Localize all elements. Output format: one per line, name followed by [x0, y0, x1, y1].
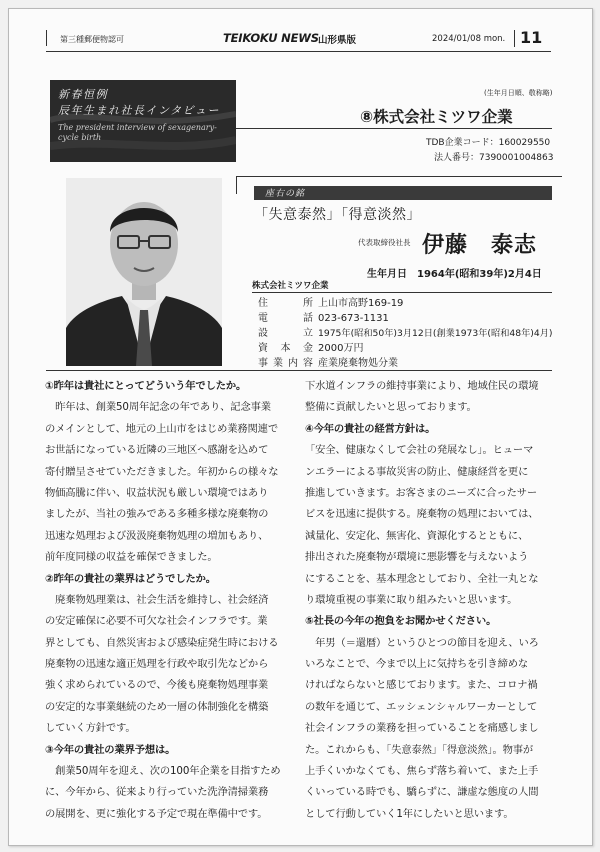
- article-text-line: 下水道インフラの維持事業により、地域住民の環境: [305, 380, 539, 392]
- interview-question: ②昨年の貴社の業界はどうでしたか。: [45, 572, 216, 585]
- article-text-line: 上手くいかなくても、焦らず落ち着いて、また上手: [305, 765, 539, 778]
- header-rule-right: [514, 30, 515, 47]
- banner-title-line2: 辰年生まれ社長インタビュー: [58, 104, 221, 117]
- birth-date: 生年月日 1964年(昭和39年)2月4日: [367, 269, 542, 280]
- newspaper-brand: TEIKOKU NEWS: [223, 31, 319, 45]
- profile-value: 023-673-1131: [318, 313, 389, 324]
- motto-text: 「失意泰然」「得意淡然」: [254, 207, 421, 223]
- profile-value: 2000万円: [318, 343, 364, 354]
- article-text-line: た。これからも、「失意泰然」「得意淡然」。物事が: [305, 743, 534, 756]
- profile-row-address: [258, 294, 403, 309]
- article-text-line: くいっている時でも、驕らずに、謙虚な態度の人間: [305, 786, 539, 799]
- profile-top-rule: [236, 176, 562, 177]
- issue-date: 2024/01/08 mon.: [432, 34, 506, 44]
- article-text-line: り環境重視の事業に取り組みたいと思います。: [305, 593, 518, 606]
- article-text-line: 前年度同様の収益を確保できました。: [45, 551, 218, 564]
- banner-english-title: The president interview of sexagenary-cycle birth: [58, 123, 217, 142]
- page-number: 11: [520, 28, 543, 47]
- company-number-badge: ⑧: [360, 108, 374, 126]
- edition-label: 山形県版: [318, 35, 357, 46]
- article-text-line: ンエラーによる事故災害の防止、健康経営を更に: [305, 465, 529, 478]
- article-text-line: の数年を通じて、エッシェンシャルワーカーとして: [305, 700, 538, 713]
- article-text-line: のメインとして、地元の上山市をはじめ業務関連で: [45, 422, 278, 435]
- profile-row-phone: [258, 309, 389, 324]
- article-text-line: 寄付贈呈させていただきました。年初からの様々な: [45, 465, 279, 478]
- article-text-line: ビスを迅速に提供する。廃棄物の処理においては、: [305, 508, 539, 521]
- article-text-line: 排出された廃棄物が環境に悪影響を与えないよう: [305, 551, 529, 564]
- article-text-line: 創業50周年を迎え、次の100年企業を目指すため: [45, 765, 281, 778]
- article-text-line: 物価高騰に伴い、収益状況も厳しい環境ではあり: [45, 486, 269, 499]
- article-text-line: 迅速な処理および汲汲廃棄物処理の増加もあり、: [45, 529, 269, 542]
- company-name: 株式会社ミツワ企業: [373, 108, 513, 126]
- header-rule-left: [46, 30, 47, 46]
- profile-value: 1975年(昭和50年)3月12日(創業1973年(昭和48年)4月): [318, 328, 553, 339]
- representative-name: 伊藤 泰志: [422, 232, 538, 258]
- interview-question: ⑤社長の今年の抱負をお聞かせください。: [305, 615, 497, 628]
- corporate-number: 法人番号：7390001004863: [434, 153, 554, 163]
- article-text-line: していく方針です。: [45, 722, 136, 735]
- article-text-line: の安定確保に必要不可欠な社会インフラです。業: [45, 615, 268, 628]
- profile-value: 産業廃棄物処分業: [318, 358, 398, 369]
- profile-label: 事業内容: [258, 358, 313, 369]
- article-separator: [46, 370, 552, 371]
- profile-rule: [252, 292, 552, 293]
- interview-question: ④今年の貴社の経営方針は。: [305, 422, 436, 435]
- profile-label: 設立: [258, 328, 313, 339]
- article-text-line: 年男（＝還暦）というひとつの節目を迎え、いろ: [305, 636, 539, 649]
- article-text-line: ましたが、当社の強みである多種多様な廃棄物の: [45, 508, 269, 521]
- header-underline: [46, 51, 551, 52]
- postal-permit: 第三種郵便物認可: [60, 35, 124, 44]
- banner-rule: [236, 128, 552, 129]
- article-text-line: お世話になっている近隣の三地区へ感謝を込めて: [45, 444, 269, 457]
- article-text-line: として行動していく1年にしたいと思います。: [305, 807, 514, 820]
- article-text-line: 「安全、健康なくして会社の発展なし」。ヒューマ: [305, 444, 534, 457]
- article-text-line: いろなことで、今まで以上に気持ちを引き締めな: [305, 658, 529, 671]
- article-column-right: [305, 376, 555, 825]
- company-title: [360, 105, 513, 127]
- article-text-line: 社会インフラの業務を担っていることを痛感しまし: [305, 722, 539, 735]
- profile-side-rule: [236, 176, 237, 194]
- order-note: (生年月日順、敬称略): [484, 89, 553, 97]
- banner-title-line1: 新春恒例: [58, 88, 108, 101]
- article-text-line: の展開を、更に強化する予定で現在準備中です。: [45, 807, 268, 820]
- portrait-image: [66, 178, 222, 366]
- representative-title: 代表取締役社長: [358, 238, 411, 247]
- article-text-line: ければならないと感じております。また、コロナ禍: [305, 679, 538, 692]
- article-text-line: 廃棄物の迅速な適正処理を行政や取引先などから: [45, 658, 269, 671]
- article-column-left: [45, 376, 295, 825]
- motto-label: 座右の銘: [265, 189, 306, 199]
- article-text-line: 推進していきます。お客さまのニーズに合ったサー: [305, 486, 538, 499]
- interview-question: ③今年の貴社の業界予想は。: [45, 743, 176, 756]
- article-text-line: 界としても、自然災害および感染症発生時における: [45, 636, 279, 649]
- interview-question: ①昨年は貴社にとってどういう年でしたか。: [45, 380, 247, 392]
- article-text-line: 減量化、安定化、無害化、資源化するとともに、: [305, 529, 529, 542]
- profile-company-name: 株式会社ミツワ企業: [252, 281, 329, 291]
- president-photo: [66, 178, 222, 366]
- profile-label: 資本金: [258, 343, 313, 354]
- profile-row-founded: [258, 324, 552, 339]
- article-text-line: 整備に貢献したいと思っております。: [305, 401, 477, 414]
- article-text-line: に、今年から、従来より行っていた洗浄清掃業務: [45, 786, 269, 799]
- article-text-line: にすることを、基本理念としており、全社一丸とな: [305, 572, 539, 585]
- profile-row-business: [258, 354, 398, 369]
- article-text-line: 強く求められているので、今後も廃棄物処理事業: [45, 679, 269, 692]
- article-text-line: の安定的な事業継続のため一層の体制強化を構築: [45, 700, 269, 713]
- profile-label: 住所: [258, 298, 313, 309]
- profile-row-capital: [258, 339, 363, 354]
- profile-label: 電話: [258, 313, 313, 324]
- tdb-code: TDB企業コード：160029550: [426, 138, 551, 148]
- article-text-line: 廃棄物処理業は、社会生活を維持し、社会経済: [45, 593, 269, 606]
- article-text-line: 昨年は、創業50周年記念の年であり、記念事業: [45, 401, 271, 414]
- profile-value: 上山市高野169-19: [318, 298, 404, 309]
